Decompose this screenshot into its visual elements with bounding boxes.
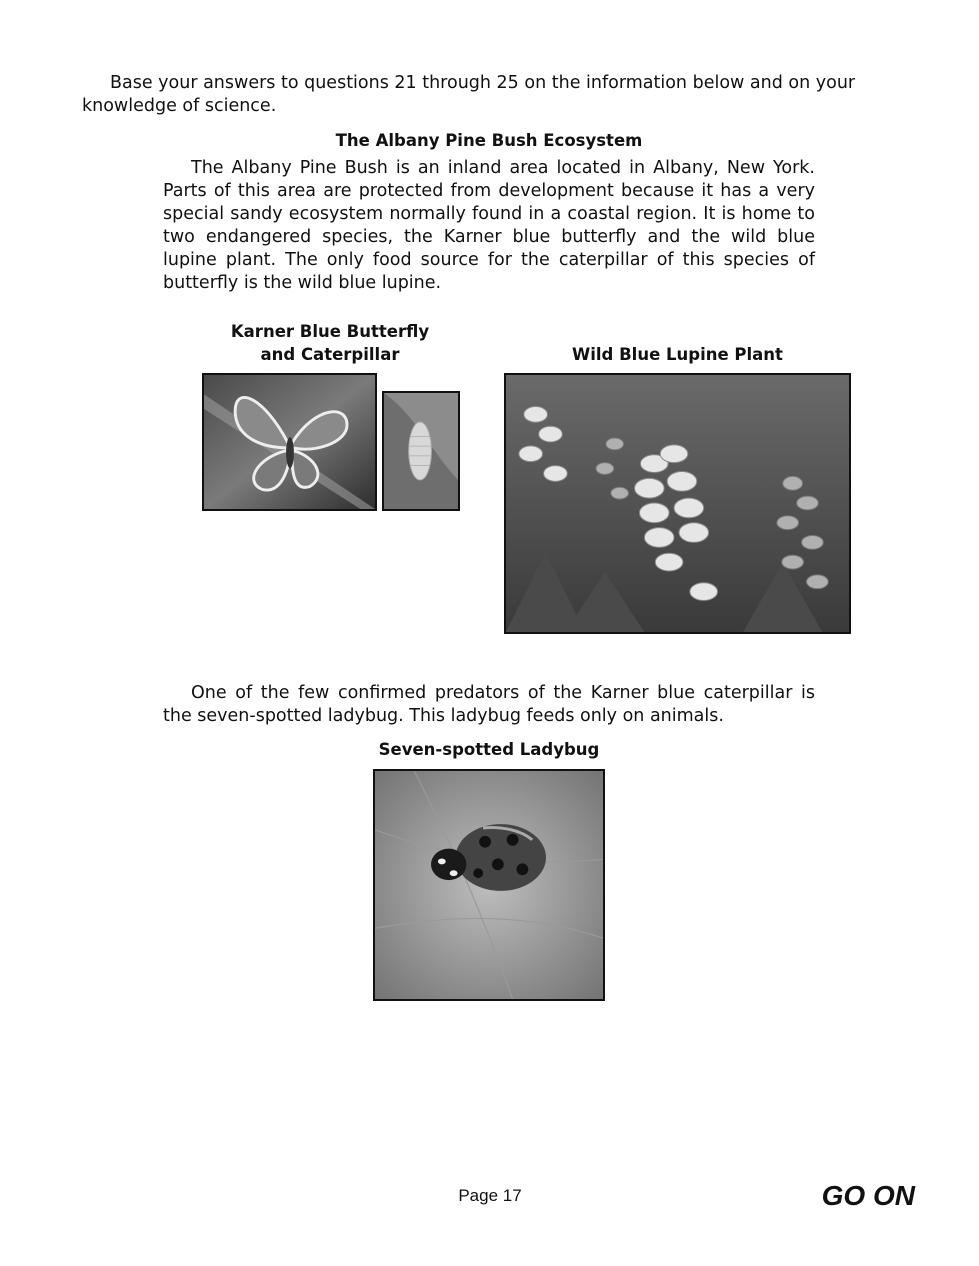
butterfly-caption-line1: Karner Blue Butterfly [230,322,430,341]
page-number: Page 17 [458,1186,522,1205]
butterfly-image [204,375,375,509]
ecosystem-title: The Albany Pine Bush Ecosystem [335,131,643,150]
ladybug-image [375,771,603,999]
butterfly-caption-line2: and Caterpillar [260,345,400,364]
lupine-photo [504,373,851,634]
ecosystem-paragraph: The Albany Pine Bush is an inland area located in Albany, New York. Parts of this area are protected from development because it has a very special sandy ecosystem normally found in a coastal region. It is home to two endangered species, the Karner blue butterfly and the wild blue lupine plant. The only food source for the caterpillar of this species of butterfly is the wild blue lupine. [163,158,815,293]
lupine-caption: Wild Blue Lupine Plant [572,345,783,364]
caterpillar-image [384,393,458,509]
intro-text: Base your answers to questions 21 through 25 on the information below and on your knowledge of science. [82,73,856,116]
lupine-image [506,375,849,632]
butterfly-photo [202,373,377,511]
caterpillar-photo [382,391,460,511]
go-on-label: GO ON [821,1180,915,1211]
predator-paragraph: One of the few confirmed predators of the Karner blue caterpillar is the seven-spotted ladybug. This ladybug feeds only on animals. [163,683,815,726]
ladybug-photo [373,769,605,1001]
ladybug-caption: Seven-spotted Ladybug [378,740,600,759]
butterfly-caption [200,320,460,366]
